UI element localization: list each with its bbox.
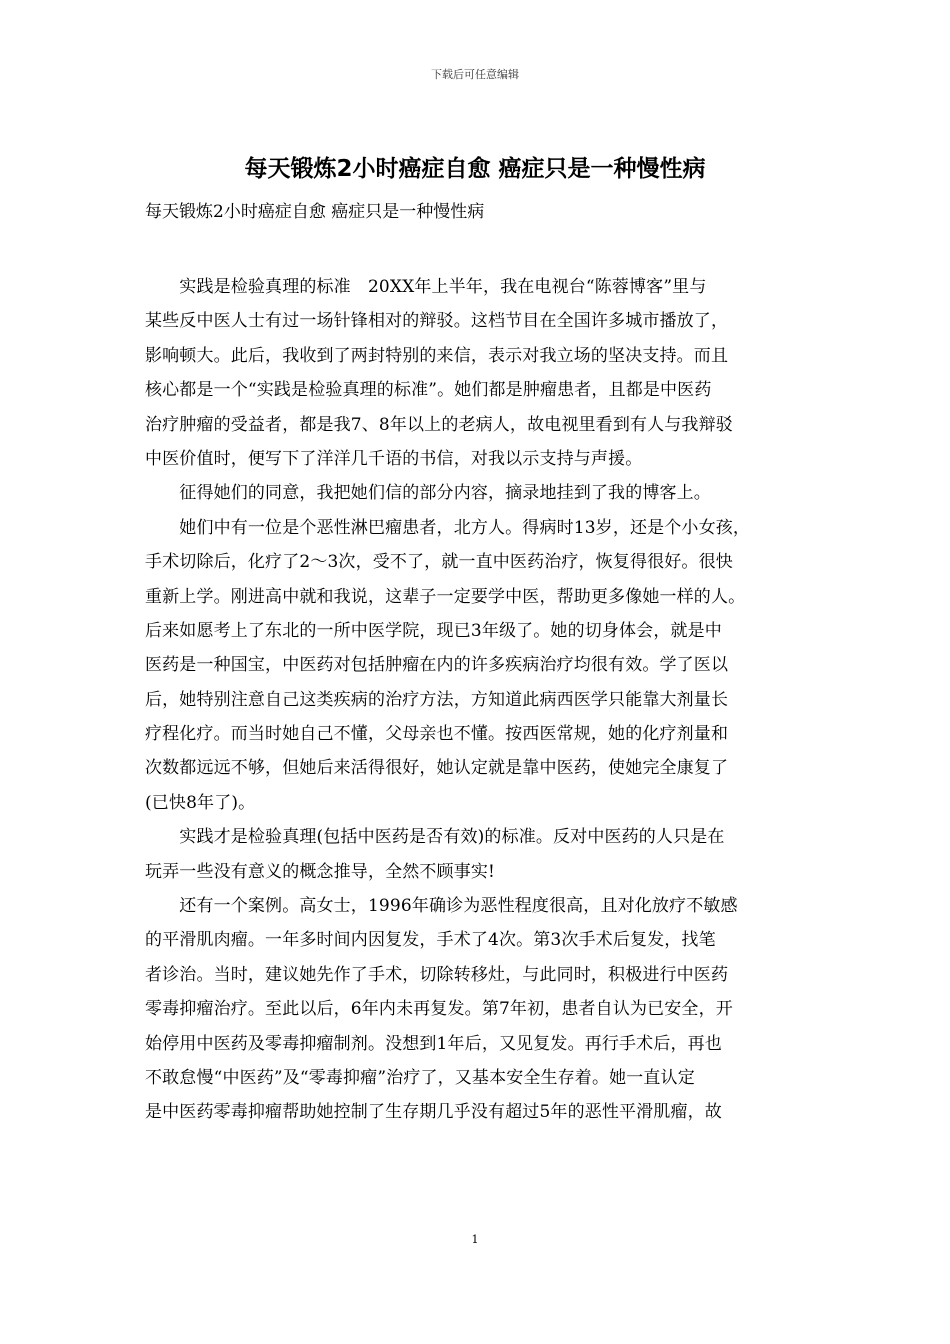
body-line: 的平滑肌肉瘤。一年多时间内因复发，手术了4次。第3次手术后复发，找笔 [145,930,716,951]
body-line: 始停用中医药及零毒抑瘤制剂。没想到1年后，又见复发。再行手术后，再也 [145,1033,722,1054]
body-line: 者诊治。当时，建议她先作了手术，切除转移灶，与此同时，积极进行中医药 [145,964,729,985]
body-line: 后，她特别注意自己这类疾病的治疗方法，方知道此病西医学只能靠大剂量长 [145,689,729,710]
body-line: 治疗肿瘤的受益者，都是我7、8年以上的老病人，故电视里看到有人与我辩驳 [145,414,733,435]
body-line: 中医价值时，便写下了洋洋几千语的书信，对我以示支持与声援。 [145,448,643,469]
body-line: (已快8年了)。 [145,792,256,813]
body-line: 她们中有一位是个恶性淋巴瘤患者，北方人。得病时13岁，还是个小女孩， [145,517,751,538]
page-header-note: 下载后可任意编辑 [431,68,519,81]
body-line: 疗程化疗。而当时她自己不懂，父母亲也不懂。按西医常规，她的化疗剂量和 [145,724,729,745]
body-line: 医药是一种国宝，中医药对包括肿瘤在内的许多疾病治疗均很有效。学了医以 [145,655,729,676]
document-title: 每天锻炼2小时癌症自愈 癌症只是一种慢性病 [244,156,706,182]
body-line: 重新上学。刚进高中就和我说，这辈子一定要学中医，帮助更多像她一样的人。 [145,586,746,607]
body-line: 次数都远远不够，但她后来活得很好，她认定就是靠中医药，使她完全康复了 [145,758,729,779]
body-line: 零毒抑瘤治疗。至此以后，6年内未再复发。第7年初，患者自认为已安全，开 [145,999,733,1020]
body-line: 影响顿大。此后，我收到了两封特别的来信，表示对我立场的坚决支持。而且 [145,345,729,366]
body-line: 后来如愿考上了东北的一所中医学院，现已3年级了。她的切身体会，就是中 [145,620,722,641]
document-subtitle: 每天锻炼2小时癌症自愈 癌症只是一种慢性病 [145,202,485,222]
body-line: 实践才是检验真理(包括中医药是否有效)的标准。反对中医药的人只是在 [145,827,725,848]
body-line: 手术切除后，化疗了2～3次，受不了，就一直中医药治疗，恢复得很好。很快 [145,552,733,573]
body-line: 核心都是一个“实践是检验真理的标准”。她们都是肿瘤患者，且都是中医药 [145,380,712,401]
document-body [145,270,813,1130]
body-line: 玩弄一些没有意义的概念推导，全然不顾事实! [145,861,495,882]
body-line: 实践是检验真理的标准 20XX年上半年，我在电视台“陈蓉博客”里与 [145,277,707,297]
page-number: 1 [471,1233,479,1246]
body-line: 某些反中医人士有过一场针锋相对的辩驳。这档节目在全国许多城市播放了， [145,311,729,332]
body-line: 不敢怠慢“中医药”及“零毒抑瘤”治疗了，又基本安全生存着。她一直认定 [145,1067,695,1088]
body-line: 征得她们的同意，我把她们信的部分内容，摘录地挂到了我的博客上。 [145,483,711,504]
body-line: 是中医药零毒抑瘤帮助她控制了生存期几乎没有超过5年的恶性平滑肌瘤，故 [145,1102,722,1123]
body-line: 还有一个案例。高女士，1996年确诊为恶性程度很高，且对化放疗不敏感 [145,896,738,917]
